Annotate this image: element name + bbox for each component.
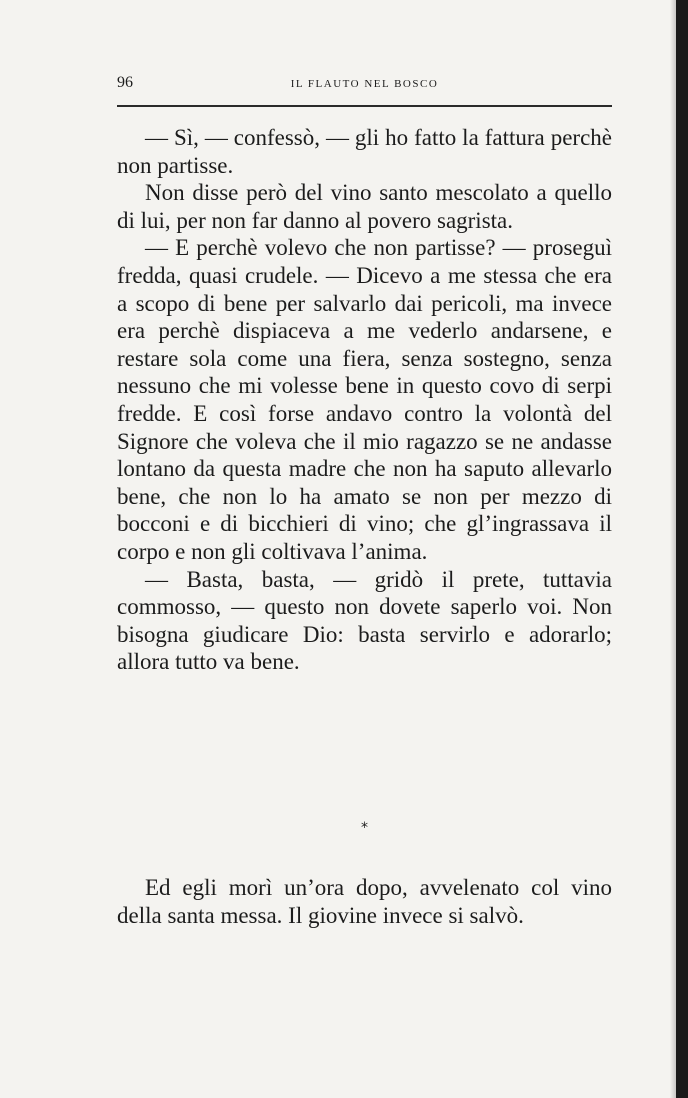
closing-text	[117, 874, 612, 929]
section-separator: *	[361, 820, 368, 836]
header-rule	[117, 105, 612, 107]
paragraph: — Basta, basta, — gridò il prete, tuttavia commosso, — questo non dovete saperlo voi. Non bisogna giudicare Dio: basta servirlo e adorarlo; allora tutto va bene.	[117, 566, 612, 675]
book-spine-edge	[676, 0, 688, 1098]
paragraph: — E perchè volevo che non partisse? — proseguì fredda, quasi crudele. — Dicevo a me stessa che era a scopo di bene per salvarlo dai pericoli, ma invece era perchè dispiaceva a me vederlo andarsene, e restare sola come una fiera, senza sostegno, senza nessuno che mi volesse bene in questo covo di serpi fredde. E così forse andavo contro la volontà del Signore che voleva che il mio ragazzo se ne andasse lontano da questa madre che non ha saputo allevarlo bene, che non lo ha amato se non per mezzo di bocconi e di bicchieri di vino; che gl’ingrassava il corpo e non gli coltivava l’anima.	[117, 235, 612, 564]
main-text	[117, 124, 612, 676]
paragraph: — Sì, — confessò, — gli ho fatto la fattura perchè non partisse.	[117, 125, 612, 178]
page-header	[117, 74, 612, 96]
paragraph: Non disse però del vino santo mescolato a quello di lui, per non far danno al povero sagrista.	[117, 180, 612, 233]
page-number: 96	[117, 74, 133, 91]
running-title: IL FLAUTO NEL BOSCO	[290, 78, 439, 90]
closing-paragraph: Ed egli morì un’ora dopo, avvelenato col vino della santa messa. Il giovine invece si salvò.	[117, 875, 612, 928]
